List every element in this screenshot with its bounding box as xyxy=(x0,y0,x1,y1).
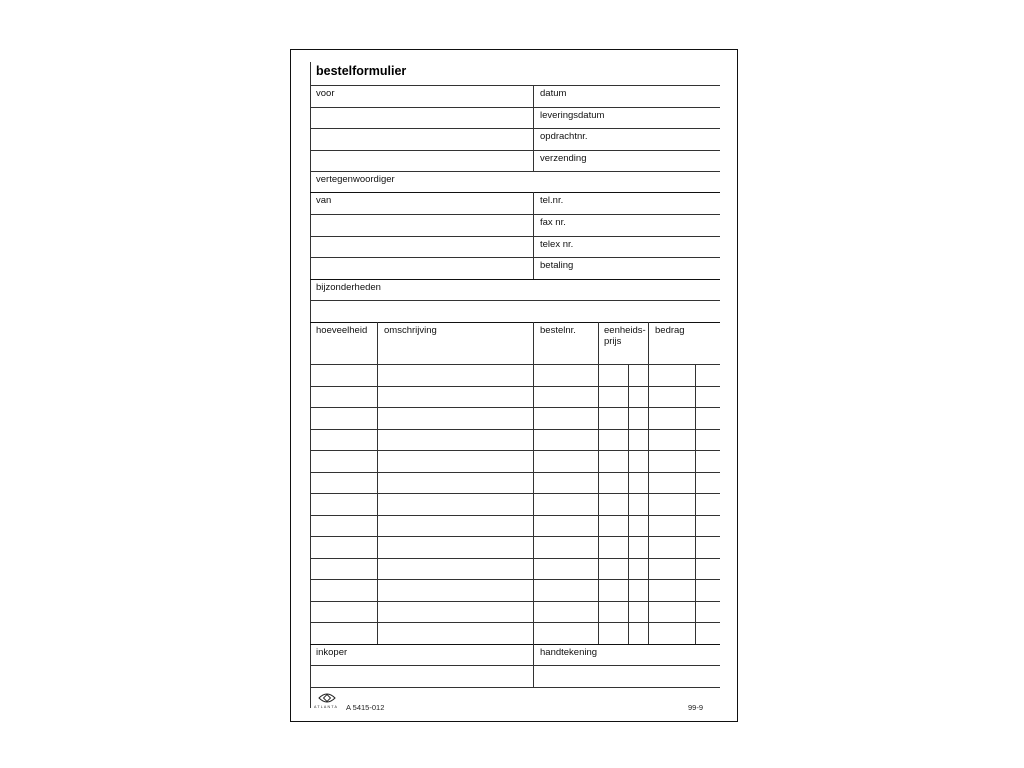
table-row-line xyxy=(310,601,720,602)
label-telexnr: telex nr. xyxy=(540,239,574,250)
rule xyxy=(310,665,720,666)
atlanta-logo-icon xyxy=(318,692,336,704)
label-faxnr: fax nr. xyxy=(540,217,566,228)
label-verzending: verzending xyxy=(540,153,587,164)
label-van: van xyxy=(316,195,332,206)
label-leveringsdatum: leveringsdatum xyxy=(540,110,605,121)
col-bestelnr: bestelnr. xyxy=(540,325,576,336)
label-telnr: tel.nr. xyxy=(540,195,564,206)
table-column-line xyxy=(648,322,649,644)
rule-thick xyxy=(310,322,720,323)
table-column-line xyxy=(377,322,378,644)
table-row-line xyxy=(310,558,720,559)
rule xyxy=(310,85,720,86)
form-version: 99-9 xyxy=(688,703,704,712)
header-divider xyxy=(533,192,534,279)
table-row-line xyxy=(310,515,720,516)
rule xyxy=(310,257,720,258)
table-column-line xyxy=(628,364,629,644)
col-omschrijving: omschrijving xyxy=(384,325,437,336)
table-row-line xyxy=(310,579,720,580)
col-hoeveelheid: hoeveelheid xyxy=(316,325,368,336)
rule xyxy=(310,300,720,301)
rule xyxy=(310,128,720,129)
rule xyxy=(310,150,720,151)
table-row-line xyxy=(310,536,720,537)
col-bedrag: bedrag xyxy=(655,325,685,336)
label-datum: datum xyxy=(540,88,567,99)
table-row-line xyxy=(310,407,720,408)
table-row-line xyxy=(310,493,720,494)
header-divider xyxy=(533,85,534,171)
table-row-line xyxy=(310,622,720,623)
brand-name: ATLANTA xyxy=(314,705,339,709)
form-code: A 5415-012 xyxy=(346,703,385,712)
col-eenheidsprijs-1: eenheids- xyxy=(604,325,646,336)
label-bijzonderheden: bijzonderheden xyxy=(316,282,381,293)
col-eenheidsprijs-2: prijs xyxy=(604,336,622,347)
rule xyxy=(310,236,720,237)
table-column-line xyxy=(598,322,599,644)
label-vertegenwoordiger: vertegenwoordiger xyxy=(316,174,395,185)
rule xyxy=(310,687,720,688)
label-betaling: betaling xyxy=(540,260,574,271)
label-opdrachtnr: opdrachtnr. xyxy=(540,131,588,142)
rule-thick xyxy=(310,192,720,193)
bottom-divider xyxy=(533,644,534,687)
rule xyxy=(310,107,720,108)
left-margin-line xyxy=(310,62,311,708)
table-row-line xyxy=(310,429,720,430)
rule xyxy=(310,171,720,172)
table-row-line xyxy=(310,472,720,473)
rule-thick xyxy=(310,279,720,280)
table-row-line xyxy=(310,386,720,387)
table-row-line xyxy=(310,364,720,365)
table-column-line xyxy=(695,364,696,644)
table-column-line xyxy=(533,322,534,644)
form-title: bestelformulier xyxy=(316,64,407,78)
label-handtekening: handtekening xyxy=(540,647,598,658)
label-inkoper: inkoper xyxy=(316,647,348,658)
rule-thick xyxy=(310,644,720,645)
table-row-line xyxy=(310,450,720,451)
label-voor: voor xyxy=(316,88,335,99)
rule xyxy=(310,214,720,215)
